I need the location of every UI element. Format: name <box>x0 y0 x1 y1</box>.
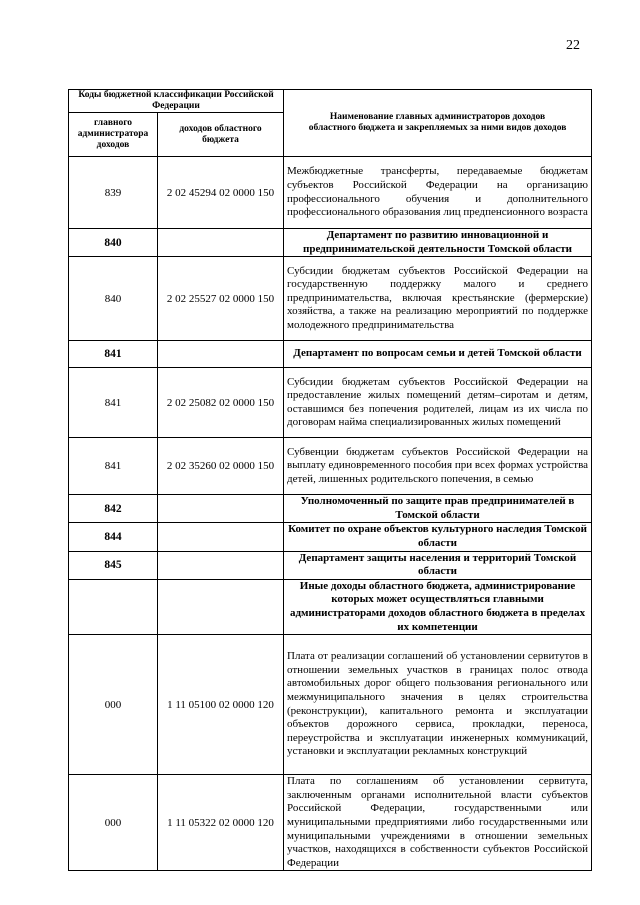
income-code-cell <box>158 229 284 257</box>
budget-admin-table <box>68 89 592 871</box>
table-row <box>69 775 592 871</box>
administrator-name-cell: Комитет по охране объектов культурного наследия Томской области <box>284 523 592 551</box>
administrator-name-cell: Департамент по вопросам семьи и детей Томской области <box>284 341 592 368</box>
table-row <box>69 257 592 341</box>
admin-code-cell: 844 <box>69 523 158 551</box>
administrator-name-cell: Уполномоченный по защите прав предпринимателей в Томской области <box>284 495 592 523</box>
admin-code-cell: 840 <box>69 229 158 257</box>
table-heading-row <box>69 341 592 368</box>
income-code-cell <box>158 523 284 551</box>
income-code-cell: 2 02 25082 02 0000 150 <box>158 368 284 438</box>
table-row <box>69 368 592 438</box>
administrator-name-cell: Департамент защиты населения и территорий Томской области <box>284 551 592 579</box>
income-code-cell <box>158 495 284 523</box>
income-code-cell: 2 02 35260 02 0000 150 <box>158 438 284 495</box>
table-heading-row <box>69 579 592 634</box>
header-admin-names: Наименование главных администраторов доходов областного бюджета и закрепляемых за ними видов доходов <box>284 90 592 157</box>
table-body <box>69 157 592 871</box>
income-code-cell: 1 11 05100 02 0000 120 <box>158 635 284 775</box>
table-heading-row <box>69 551 592 579</box>
header-admin-code: главного администратора доходов <box>69 113 158 157</box>
table-row <box>69 157 592 229</box>
income-description-cell: Межбюджетные трансферты, передаваемые бюджетам субъектов Российской Федерации на организацию профессионального обучения и дополнительного профессионального образования лиц предпенсионного возраста <box>284 157 592 229</box>
income-description-cell: Плата по соглашениям об установлении сервитута, заключенным органами исполнительной власти субъектов Российской Федерации, государственными или муниципальными предприятиями либо государственными или муниципальными учреждениями в отношении земельных участков, находящихся в собственности субъектов Российской Федерации <box>284 775 592 871</box>
admin-code-cell: 841 <box>69 368 158 438</box>
table-row <box>69 438 592 495</box>
income-code-cell: 2 02 25527 02 0000 150 <box>158 257 284 341</box>
income-description-cell: Субсидии бюджетам субъектов Российской Федерации на предоставление жилых помещений детям–сиротам и детям, оставшимся без попечения родителей, лицам из их числа по договорам найма специализированных жилых помещений <box>284 368 592 438</box>
income-code-cell: 1 11 05322 02 0000 120 <box>158 775 284 871</box>
admin-code-cell: 000 <box>69 635 158 775</box>
admin-code-cell: 840 <box>69 257 158 341</box>
admin-code-cell: 839 <box>69 157 158 229</box>
table-heading-row <box>69 229 592 257</box>
header-codes-group: Коды бюджетной классификации Российской Федерации <box>69 90 284 113</box>
admin-code-cell: 845 <box>69 551 158 579</box>
income-code-cell <box>158 579 284 634</box>
administrator-name-cell: Иные доходы областного бюджета, администрирование которых может осуществляться главными администраторами доходов областного бюджета в пределах их компетенции <box>284 579 592 634</box>
table-row <box>69 635 592 775</box>
page-number: 22 <box>566 38 580 53</box>
income-description-cell: Плата от реализации соглашений об установлении сервитутов в отношении земельных участков в границах полос отвода автомобильных дорог общего пользования регионального или межмуниципального значения в целях строительства (реконструкции), капитального ремонта и эксплуатации объектов дорожного сервиса, прокладки, переноса, переустройства и эксплуатации инженерных коммуникаций, установки и эксплуатации рекламных конструкций <box>284 635 592 775</box>
income-code-cell <box>158 551 284 579</box>
income-description-cell: Субсидии бюджетам субъектов Российской Федерации на государственную поддержку малого и среднего предпринимательства, включая крестьянские (фермерские) хозяйства, а также на реализацию мероприятий по поддержке молодежного предпринимательства <box>284 257 592 341</box>
admin-code-cell <box>69 579 158 634</box>
admin-code-cell: 842 <box>69 495 158 523</box>
administrator-name-cell: Департамент по развитию инновационной и предпринимательской деятельности Томской области <box>284 229 592 257</box>
table-heading-row <box>69 495 592 523</box>
header-income-code: доходов областного бюджета <box>158 113 284 157</box>
admin-code-cell: 841 <box>69 438 158 495</box>
income-code-cell <box>158 341 284 368</box>
table-header <box>69 90 592 157</box>
admin-code-cell: 841 <box>69 341 158 368</box>
income-code-cell: 2 02 45294 02 0000 150 <box>158 157 284 229</box>
admin-code-cell: 000 <box>69 775 158 871</box>
table-heading-row <box>69 523 592 551</box>
income-description-cell: Субвенции бюджетам субъектов Российской Федерации на выплату единовременного пособия при всех формах устройства детей, лишенных родительского попечения, в семью <box>284 438 592 495</box>
